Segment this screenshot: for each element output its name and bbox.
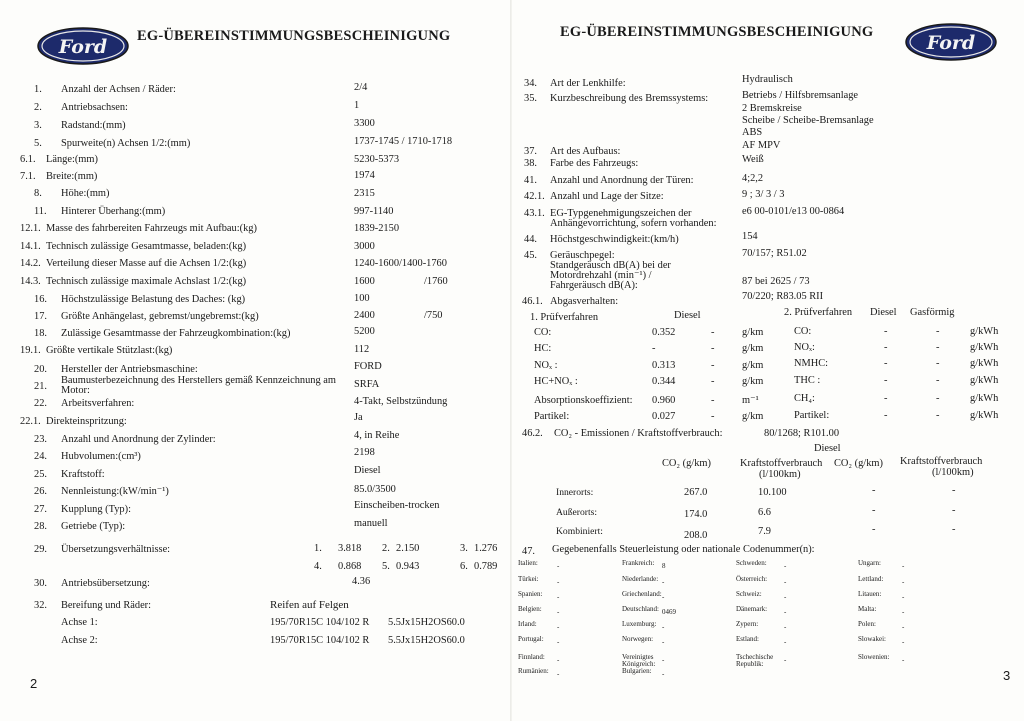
item-46-no: 46.1.	[522, 296, 543, 307]
tax-country: Schweden:	[736, 559, 767, 567]
item-34-value: Hydraulisch	[742, 74, 793, 85]
item-value: 2/4	[354, 82, 368, 93]
emission-value: -	[884, 358, 888, 369]
item-number: 12.1.	[20, 223, 41, 234]
item-label: Baumusterbezeichnung des Herstellers gemäß Kennzeichnung am Motor:	[61, 375, 336, 396]
emission-unit: g/kWh	[970, 375, 999, 386]
co2-row-fuel-2: -	[952, 505, 956, 516]
emissions-right-fuel: Diesel	[870, 307, 897, 318]
tax-country: Slowenien:	[858, 653, 890, 661]
co2-row-value: 174.0	[684, 509, 708, 520]
co2-row-label: Kombiniert:	[556, 526, 603, 537]
gear-ratio: 0.943	[396, 561, 420, 572]
emission-value: 0.027	[652, 411, 676, 422]
item-35-value: Betriebs / Hilfsbremsanlage	[742, 90, 858, 101]
tax-country: Italien:	[518, 559, 538, 567]
co2-label: CO₂ - Emissionen / Kraftstoffverbrauch:	[554, 428, 723, 439]
co2-h2b: (l/100km)	[759, 469, 801, 480]
item-label: Verteilung dieser Masse auf die Achsen 1/2:(kg)	[46, 258, 247, 269]
gear-ratio: 1.276	[474, 543, 498, 554]
item-value: 1737-1745 / 1710-1718	[354, 136, 453, 147]
emission-value-2: -	[711, 376, 715, 387]
tax-country: Irland:	[518, 620, 537, 628]
item-42-label: Anzahl und Lage der Sitze:	[550, 191, 664, 202]
tax-country: Estland:	[736, 635, 759, 643]
item-value: 2400	[354, 310, 375, 321]
item-number: 8.	[34, 188, 42, 199]
item-45-label-2: Standgeräusch dB(A) bei der	[550, 260, 671, 271]
gear-index: 5.	[382, 561, 390, 572]
gear-index: 2.	[382, 543, 390, 554]
item-number: 17.	[34, 311, 47, 322]
gear-index: 3.	[460, 543, 468, 554]
emission-value-2: -	[711, 327, 715, 338]
emission-value-2: -	[711, 360, 715, 371]
item-label: Antriebsachsen:	[61, 102, 128, 113]
item-value: SRFA	[354, 379, 380, 390]
item-label: Nennleistung:(kW/min⁻¹)	[61, 486, 169, 497]
tax-code: -	[902, 562, 905, 570]
item-41-value: 4;2,2	[742, 173, 764, 184]
tax-code: 8	[662, 562, 666, 570]
item-label: Anzahl der Achsen / Räder:	[61, 84, 176, 95]
right-page	[512, 0, 1024, 721]
emission-label: Partikel:	[534, 411, 570, 422]
item-value: 4-Takt, Selbstzündung	[354, 396, 448, 407]
item-45-value: 70/157; R51.02	[742, 248, 807, 259]
emissions-right-head: 2. Prüfverfahren	[784, 307, 853, 318]
svg-text:Ford: Ford	[926, 32, 976, 54]
item-value: Diesel	[354, 465, 381, 476]
item-43-value: e6 00-0101/e13 00-0864	[742, 206, 845, 217]
co2-h4b: (l/100km)	[932, 467, 974, 478]
item-label: Radstand:(mm)	[61, 120, 126, 131]
tax-code: -	[902, 638, 905, 646]
emission-value-2: -	[936, 393, 940, 404]
co2-h4: Kraftstoffverbrauch	[900, 456, 983, 467]
tax-code: -	[662, 578, 665, 586]
page-number-left: 2	[30, 676, 38, 691]
emission-value-2: -	[711, 343, 715, 354]
tax-country: Polen:	[858, 620, 876, 628]
item-value: 1600	[354, 276, 375, 287]
emission-label: Absorptionskoeffizient:	[534, 395, 633, 406]
emission-label: NOₓ:	[794, 342, 815, 353]
emissions-left-head: 1. Prüfverfahren	[530, 312, 599, 323]
svg-text:Ford: Ford	[58, 36, 108, 58]
tyre-row-1-label: Achse 1:	[61, 617, 98, 628]
tax-country: Türkei:	[518, 575, 539, 583]
item-45-label-4: Fahrgeräusch dB(A):	[550, 280, 638, 291]
item-42-no: 42.1.	[524, 191, 545, 202]
emission-value-2: -	[936, 326, 940, 337]
tyres-heading: Reifen auf Felgen	[270, 599, 349, 611]
emission-value: -	[652, 343, 656, 354]
item-35-extra-2: Scheibe / Scheibe-Bremsanlage	[742, 115, 874, 126]
emission-unit: g/kWh	[970, 342, 999, 353]
emission-value-2: -	[936, 410, 940, 421]
tax-country: Portugal:	[518, 635, 544, 643]
tax-code: -	[557, 656, 560, 664]
item-number: 6.1.	[20, 154, 36, 165]
tax-country: Malta:	[858, 605, 877, 613]
item-label: Kupplung (Typ):	[61, 504, 131, 515]
emission-value: 0.344	[652, 376, 676, 387]
emission-value: -	[884, 342, 888, 353]
item-label: Spurweite(n) Achsen 1/2:(mm)	[61, 138, 191, 149]
item-44-value: 154	[742, 231, 758, 242]
emission-unit: g/km	[742, 376, 764, 387]
tyres-label: Bereifung und Räder:	[61, 600, 152, 611]
item-label: Länge:(mm)	[46, 154, 98, 165]
item-label: Technisch zulässige Gesamtmasse, beladen:(kg)	[46, 241, 247, 252]
item-value: 5230-5373	[354, 154, 400, 165]
gear-index: 4.	[314, 561, 322, 572]
emission-label: CO:	[794, 326, 812, 337]
tax-code: -	[557, 578, 560, 586]
co2-row-label: Innerorts:	[556, 487, 594, 498]
tax-code: -	[902, 608, 905, 616]
axle-label: Antriebsübersetzung:	[61, 578, 150, 589]
item-value: FORD	[354, 361, 382, 372]
tax-country: Griechenland:	[622, 590, 662, 598]
gear-ratio: 3.818	[338, 543, 362, 554]
tax-country: Österreich:	[736, 575, 768, 583]
tyre-row-2-rim: 5.5Jx15H2OS60.0	[388, 635, 465, 646]
item-value: 997-1140	[354, 206, 394, 217]
item-label: Größte Anhängelast, gebremst/ungebremst:(kg)	[61, 311, 259, 322]
item-number: 11.	[34, 206, 47, 217]
item-number: 21.	[34, 381, 47, 392]
tax-code: -	[662, 593, 665, 601]
item-43-label-2: Anhängevorrichtung, sofern vorhanden:	[550, 218, 717, 229]
emission-unit: g/kWh	[970, 358, 999, 369]
item-value: 2315	[354, 188, 375, 199]
item-value-2: /1760	[424, 276, 448, 287]
ford-logo-icon	[36, 26, 130, 66]
emission-value: 0.960	[652, 395, 676, 406]
item-value: 3300	[354, 118, 375, 129]
item-44-label: Höchstgeschwindigkeit:(km/h)	[550, 234, 679, 245]
item-43-no: 43.1.	[524, 208, 545, 219]
item-value: 3000	[354, 241, 375, 252]
item-number: 14.2.	[20, 258, 41, 269]
item-number: 27.	[34, 504, 47, 515]
item-37-no: 37.	[524, 146, 537, 157]
tax-country: Finnland:	[518, 653, 545, 661]
item-label: Größte vertikale Stützlast:(kg)	[46, 345, 173, 356]
item-value: 112	[354, 344, 370, 355]
item-38-value: Weiß	[742, 154, 764, 165]
page-title-right: EG-ÜBEREINSTIMMUNGSBESCHEINIGUNG	[560, 24, 874, 40]
page-number-right: 3	[1003, 668, 1011, 683]
item-value: 2198	[354, 447, 375, 458]
item-number: 3.	[34, 120, 42, 131]
item-35-label: Kurzbeschreibung des Bremssystems:	[550, 93, 709, 104]
gear-ratio: 0.868	[338, 561, 362, 572]
co2-row-value: 267.0	[684, 487, 708, 498]
tax-code: -	[784, 593, 787, 601]
tax-code: -	[784, 656, 787, 664]
ford-logo-icon	[904, 22, 998, 62]
tax-code: -	[662, 656, 665, 664]
tax-code: -	[902, 656, 905, 664]
item-label: Anzahl und Anordnung der Zylinder:	[61, 434, 216, 445]
item-number: 14.3.	[20, 276, 41, 287]
item-value: 1974	[354, 170, 375, 181]
emission-value-2: -	[936, 358, 940, 369]
tax-country: Spanien:	[518, 590, 543, 598]
co2-row-fuel: 6.6	[758, 507, 771, 518]
axle-value: 4.36	[352, 576, 371, 587]
item-34-label: Art der Lenkhilfe:	[550, 78, 626, 89]
co2-h1: CO₂ (g/km)	[662, 458, 711, 469]
item-35-extra-3: ABS	[742, 127, 763, 138]
item-value: 85.0/3500	[354, 484, 396, 495]
item-number: 26.	[34, 486, 47, 497]
emission-value: -	[884, 410, 888, 421]
tax-code: -	[557, 638, 560, 646]
tax-code: -	[557, 670, 560, 678]
item-45-label-3: Motordrehzahl (min⁻¹) /	[550, 270, 652, 281]
item-34-no: 34.	[524, 78, 537, 89]
emission-unit: g/kWh	[970, 393, 999, 404]
tyre-row-1-rim: 5.5Jx15H2OS60.0	[388, 617, 465, 628]
item-label: Getriebe (Typ):	[61, 521, 126, 532]
tax-label: Gegebenenfalls Steuerleistung oder nationale Codenummer(n):	[552, 544, 815, 555]
emission-unit: g/kWh	[970, 410, 999, 421]
tax-code: -	[784, 623, 787, 631]
item-45-value-2: 87 bei 2625 / 73	[742, 276, 810, 287]
item-label: Technisch zulässige maximale Achslast 1/2:(kg)	[46, 276, 247, 287]
item-number: 16.	[34, 294, 47, 305]
tax-code: 0469	[662, 608, 676, 616]
emission-label: NMHC:	[794, 358, 829, 369]
item-label: Hinterer Überhang:(mm)	[61, 206, 166, 217]
item-label: Masse des fahrbereiten Fahrzeugs mit Aufbau:(kg)	[46, 223, 257, 234]
co2-h2: Kraftstoffverbrauch	[740, 458, 823, 469]
emission-value-2: -	[936, 342, 940, 353]
emission-unit: g/km	[742, 360, 764, 371]
item-35-extra-1: 2 Bremskreise	[742, 103, 802, 114]
emission-value: -	[884, 393, 888, 404]
item-label: Arbeitsverfahren:	[61, 398, 135, 409]
tax-country: Vereinigtes Königreich:	[622, 653, 656, 668]
item-value: 5200	[354, 326, 375, 337]
item-number: 25.	[34, 469, 47, 480]
tax-code: -	[557, 623, 560, 631]
tax-country: Zypern:	[736, 620, 759, 628]
emission-label: NOₓ :	[534, 360, 558, 371]
emission-value: 0.352	[652, 327, 676, 338]
tax-code: -	[902, 623, 905, 631]
emission-value: -	[884, 375, 888, 386]
tax-country: Tschechische Republik:	[736, 653, 774, 668]
item-number: 22.	[34, 398, 47, 409]
item-38-label: Farbe des Fahrzeugs:	[550, 158, 639, 169]
emission-unit: g/km	[742, 327, 764, 338]
emission-label: HC+NOₓ :	[534, 376, 578, 387]
tax-code: -	[784, 608, 787, 616]
item-45-no: 45.	[524, 250, 537, 261]
tyres-no: 32.	[34, 600, 47, 611]
tax-code: -	[662, 638, 665, 646]
item-44-no: 44.	[524, 234, 537, 245]
gear-index: 6.	[460, 561, 468, 572]
item-value: manuell	[354, 518, 388, 529]
co2-row-fuel: 7.9	[758, 526, 771, 537]
tax-country: Dänemark:	[736, 605, 768, 613]
item-value: 1	[354, 100, 360, 111]
emission-value: 0.313	[652, 360, 676, 371]
tax-country: Litauen:	[858, 590, 882, 598]
tax-code: -	[784, 578, 787, 586]
item-37-value: AF MPV	[742, 140, 781, 151]
tyre-row-1-size: 195/70R15C 104/102 R	[270, 617, 370, 628]
item-label: Höchstzulässige Belastung des Daches: (kg)	[61, 294, 246, 305]
item-value: 4, in Reihe	[354, 430, 400, 441]
emission-value-2: -	[711, 395, 715, 406]
item-number: 20.	[34, 364, 47, 375]
item-37-label: Art des Aufbaus:	[550, 146, 621, 157]
item-41-label: Anzahl und Anordnung der Türen:	[550, 175, 694, 186]
emission-unit: g/km	[742, 343, 764, 354]
item-value: 100	[354, 293, 370, 304]
axle-no: 30.	[34, 578, 47, 589]
tax-code: -	[662, 623, 665, 631]
tax-country: Lettland:	[858, 575, 884, 583]
tax-country: Ungarn:	[858, 559, 881, 567]
item-value-2: /750	[424, 310, 443, 321]
item-43-label: EG-Typgenehmigungszeichen der	[550, 208, 692, 219]
emission-unit: m⁻¹	[742, 395, 759, 406]
tyre-row-2-label: Achse 2:	[61, 635, 98, 646]
item-35-no: 35.	[524, 93, 537, 104]
co2-row-value-2: -	[872, 485, 876, 496]
item-number: 5.	[34, 138, 42, 149]
item-number: 24.	[34, 451, 47, 462]
emission-label: Partikel:	[794, 410, 830, 421]
co2-fuel: Diesel	[814, 443, 841, 454]
tax-country: Rumänien:	[518, 667, 549, 675]
co2-h3: CO₂ (g/km)	[834, 458, 883, 469]
item-value: Ja	[354, 412, 363, 423]
co2-no: 46.2.	[522, 428, 543, 439]
co2-row-label: Außerorts:	[556, 507, 598, 518]
tax-country: Bulgarien:	[622, 667, 652, 675]
item-label: Breite:(mm)	[46, 171, 98, 182]
item-number: 19.1.	[20, 345, 41, 356]
item-number: 7.1.	[20, 171, 36, 182]
emission-value: -	[884, 326, 888, 337]
co2-row-value-2: -	[872, 524, 876, 535]
item-number: 14.1.	[20, 241, 41, 252]
tax-country: Frankreich:	[622, 559, 655, 567]
item-label: Höhe:(mm)	[61, 188, 110, 199]
tax-code: -	[557, 593, 560, 601]
tax-code: -	[662, 670, 665, 678]
emission-value-2: -	[936, 375, 940, 386]
item-number: 28.	[34, 521, 47, 532]
tax-code: -	[557, 608, 560, 616]
emissions-left-fuel: Diesel	[674, 310, 701, 321]
item-label: Zulässige Gesamtmasse der Fahrzeugkombination:(kg)	[61, 328, 291, 339]
emission-value-2: -	[711, 411, 715, 422]
item-42-value: 9 ; 3/ 3 / 3	[742, 189, 785, 200]
co2-row-fuel: 10.100	[758, 487, 787, 498]
tax-code: -	[557, 562, 560, 570]
item-number: 1.	[34, 84, 42, 95]
item-label: Direkteinspritzung:	[46, 416, 127, 427]
tax-country: Schweiz:	[736, 590, 762, 598]
tax-country: Luxemburg:	[622, 620, 657, 628]
tax-code: -	[784, 638, 787, 646]
tax-code: -	[902, 578, 905, 586]
tyre-row-2-size: 195/70R15C 104/102 R	[270, 635, 370, 646]
emissions-right-fuel-2: Gasförmig	[910, 307, 955, 318]
item-value: 1839-2150	[354, 223, 400, 234]
item-46-label: Abgasverhalten:	[550, 296, 619, 307]
tax-country: Niederlande:	[622, 575, 659, 583]
tax-country: Norwegen:	[622, 635, 654, 643]
gear-index: 1.	[314, 543, 322, 554]
gear-ratio: 2.150	[396, 543, 420, 554]
emission-label: THC :	[794, 375, 821, 386]
item-label: Hersteller der Antriebsmaschine:	[61, 364, 198, 375]
tax-no: 47.	[522, 546, 535, 557]
emission-label: CH₄:	[794, 393, 815, 404]
item-41-no: 41.	[524, 175, 537, 186]
item-value: Einscheiben-trocken	[354, 500, 440, 511]
page-title-left: EG-ÜBEREINSTIMMUNGSBESCHEINIGUNG	[137, 28, 451, 44]
emission-unit: g/kWh	[970, 326, 999, 337]
emission-label: CO:	[534, 327, 552, 338]
item-value: 1240-1600/1400-1760	[354, 258, 447, 269]
tax-country: Slowakei:	[858, 635, 886, 643]
co2-row-value-2: -	[872, 505, 876, 516]
emission-label: HC:	[534, 343, 552, 354]
co2-row-value: 208.0	[684, 530, 708, 541]
co2-row-fuel-2: -	[952, 485, 956, 496]
tax-code: -	[784, 562, 787, 570]
tax-country: Deutschland:	[622, 605, 659, 613]
co2-value: 80/1268; R101.00	[764, 428, 840, 439]
item-label: Kraftstoff:	[61, 469, 105, 480]
item-number: 18.	[34, 328, 47, 339]
item-38-no: 38.	[524, 158, 537, 169]
item-46-value: 70/220; R83.05 RII	[742, 291, 824, 302]
item-number: 23.	[34, 434, 47, 445]
co2-row-fuel-2: -	[952, 524, 956, 535]
tax-country: Belgien:	[518, 605, 542, 613]
gear-ratio: 0.789	[474, 561, 498, 572]
item-45-label: Geräuschpegel:	[550, 250, 615, 261]
item-label: Hubvolumen:(cm³)	[61, 451, 141, 462]
tax-code: -	[902, 593, 905, 601]
item-number: 22.1.	[20, 416, 41, 427]
item-number: 2.	[34, 102, 42, 113]
gear-no: 29.	[34, 544, 47, 555]
emission-unit: g/km	[742, 411, 764, 422]
gear-label: Übersetzungsverhältnisse:	[61, 544, 171, 555]
